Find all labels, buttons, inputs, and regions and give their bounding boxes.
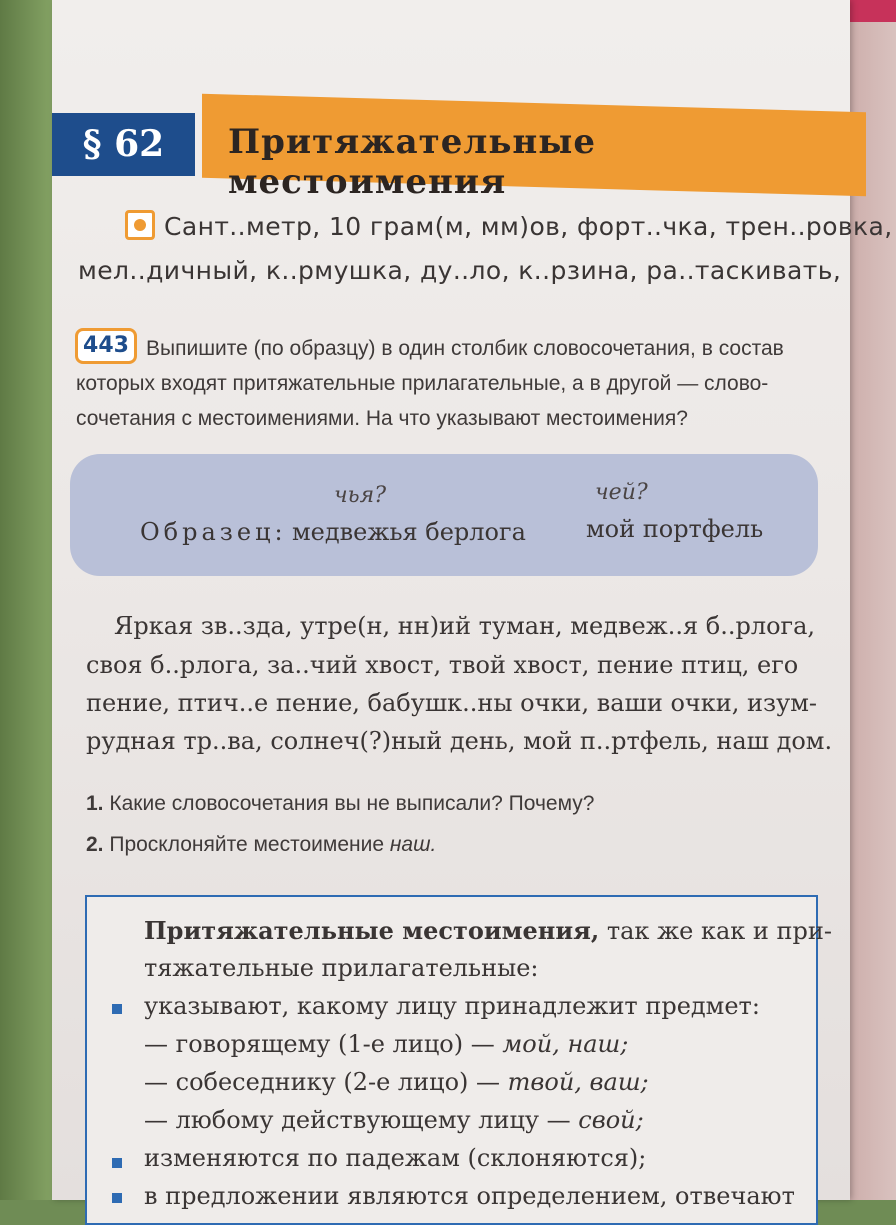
exercise-text-line-2: своя б..рлога, за..чий хвост, твой хвост, пение птиц, его [86,651,799,679]
sample-phrase-1: медвежья берлога [292,518,526,546]
rule-sub-1-text: — говорящему (1-е лицо) — [144,1030,503,1058]
bullet-icon [112,1158,122,1168]
bullet-icon [112,1004,122,1014]
rule-sub-3 [144,1106,644,1134]
question-1-number: 1. [86,792,104,815]
sample-label: Образец: [140,518,287,546]
question-2-italic: наш. [389,833,437,856]
exercise-number: 443 [75,328,137,364]
rule-heading-bold: Притяжательные местоимения, [144,916,600,945]
rule-heading [144,916,832,945]
rule-sub-2 [144,1068,649,1096]
task-line-3: сочетания с местоимениями. На что указывают местоимения? [76,407,688,430]
rule-sub-1-italic: мой, наш; [502,1030,629,1058]
bullet-icon [112,1193,122,1203]
pink-tab [846,0,896,22]
sample-phrase-2: мой портфель [586,515,764,543]
textbook-page [52,0,893,1210]
rule-sub-1 [144,1030,628,1058]
question-2 [86,833,436,857]
warmup-line-1: Сант..метр, 10 грам(м, мм)ов, форт..чка, трен..ровка, [164,212,893,241]
question-1 [86,792,594,816]
rule-sub-2-text: — собеседнику (2-е лицо) — [144,1068,508,1096]
rule-sub-2-italic: твой, ваш; [507,1068,649,1096]
rule-sub-3-text: — любому действующему лицу — [144,1106,579,1134]
rule-heading-rest: так же как и при- [599,917,832,945]
task-line-1: Выпишите (по образцу) в один столбик словосочетания, в состав [146,337,784,360]
warmup-icon [125,210,155,240]
section-number: § 62 [52,113,195,176]
section-title: Притяжательные местоимения [228,122,596,202]
question-2-number: 2. [86,833,104,856]
rule-sub-3-italic: свой; [578,1106,644,1134]
sample-question-1: чья? [334,483,387,508]
warmup-line-2: мел..дичный, к..рмушка, ду..ло, к..рзина, ра..таскивать, [78,256,842,285]
rule-bullet-1: указывают, какому лицу принадлежит предмет: [144,992,760,1020]
sample-question-2: чей? [595,480,648,505]
exercise-text-line-3: пение, птич..е пение, бабушк..ны очки, ваши очки, изум- [86,689,818,717]
rule-line-2: тяжательные прилагательные: [144,954,539,982]
question-1-text: Какие словосочетания вы не выписали? Почему? [109,792,595,815]
rule-bullet-2: изменяются по падежам (склоняются); [144,1144,647,1172]
rule-bullet-3: в предложении являются определением, отвечают [144,1182,795,1210]
task-line-2: которых входят притяжательные прилагательные, а в другой — слово- [76,372,769,395]
question-2-text: Просклоняйте местоимение [109,833,390,856]
exercise-text-line-1: Яркая зв..зда, утре(н, нн)ий туман, медвеж..я б..рлога, [114,612,816,640]
exercise-text-line-4: рудная тр..ва, солнеч(?)ный день, мой п..ртфель, наш дом. [86,727,833,755]
